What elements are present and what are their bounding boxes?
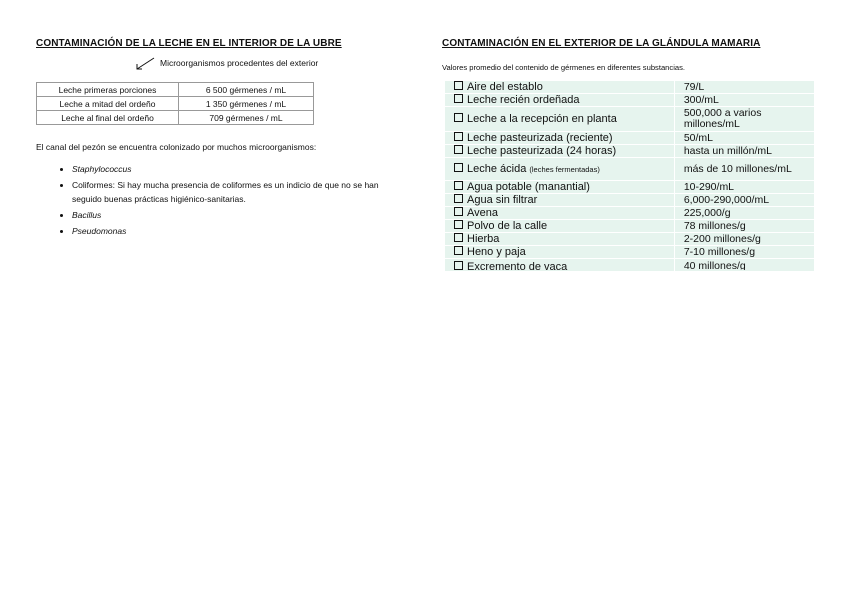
arrow-icon bbox=[134, 55, 158, 73]
germ-value: 78 millones/g bbox=[674, 220, 814, 233]
germ-value: 7-10 millones/g bbox=[674, 246, 814, 259]
table-row bbox=[445, 194, 814, 207]
gland-exterior-section bbox=[442, 38, 814, 272]
table-cell: 6 500 gérmenes / mL bbox=[179, 83, 314, 97]
section-subtitle: Valores promedio del contenido de gérmenes en diferentes substancias. bbox=[442, 63, 686, 72]
table-cell: Leche a mitad del ordeño bbox=[37, 97, 179, 111]
substance-name: Polvo de la calle bbox=[467, 220, 548, 232]
substance-note: (leches fermentadas) bbox=[529, 165, 600, 174]
checkbox-icon bbox=[454, 220, 463, 229]
checkbox-icon bbox=[454, 194, 463, 203]
substance-name: Leche a la recepción en planta bbox=[467, 113, 617, 125]
germ-value: 79/L bbox=[674, 81, 814, 94]
germ-value: 300/mL bbox=[674, 94, 814, 107]
germ-value: 2-200 millones/g bbox=[674, 233, 814, 246]
substance-name: Leche pasteurizada (24 horas) bbox=[467, 145, 617, 157]
substance-germ-table bbox=[445, 81, 814, 272]
table-row bbox=[445, 132, 814, 145]
table-row bbox=[445, 94, 814, 107]
table-row bbox=[445, 81, 814, 94]
table-cell: Leche al final del ordeño bbox=[37, 111, 179, 125]
table-row bbox=[37, 111, 314, 125]
udder-interior-section bbox=[36, 38, 408, 240]
substance-name: Hierba bbox=[467, 233, 500, 245]
list-item: • Staphylococcus bbox=[72, 162, 408, 176]
germ-value: hasta un millón/mL bbox=[674, 145, 814, 158]
germ-value: 225,000/g bbox=[674, 207, 814, 220]
list-item: • Coliformes: Si hay mucha presencia de coliformes es un indicio de que no se han seguido buenas prácticas higiénico-sanitarias. bbox=[72, 178, 408, 206]
germ-value: 10-290/mL bbox=[674, 181, 814, 194]
substance-name: Aire del establo bbox=[467, 81, 543, 93]
germ-count-table bbox=[36, 82, 314, 125]
table-row bbox=[37, 97, 314, 111]
table-cell: Leche primeras porciones bbox=[37, 83, 179, 97]
germ-value: 50/mL bbox=[674, 132, 814, 145]
table-row bbox=[37, 83, 314, 97]
table-row bbox=[445, 233, 814, 246]
section-heading: CONTAMINACIÓN DE LA LECHE EN EL INTERIOR DE LA UBRE bbox=[36, 38, 342, 49]
table-row bbox=[445, 145, 814, 158]
checkbox-icon bbox=[454, 113, 463, 122]
table-row bbox=[445, 220, 814, 233]
table-cell: 1 350 gérmenes / mL bbox=[179, 97, 314, 111]
checkbox-icon bbox=[454, 207, 463, 216]
table-row bbox=[445, 158, 814, 181]
substance-name: Leche pasteurizada (reciente) bbox=[467, 132, 613, 144]
table-row bbox=[445, 207, 814, 220]
substance-name: Heno y paja bbox=[467, 246, 526, 258]
checkbox-icon bbox=[454, 181, 463, 190]
germ-value: 40 millones/g bbox=[683, 260, 746, 270]
checkbox-icon bbox=[454, 246, 463, 255]
substance-name: Leche ácida bbox=[467, 163, 527, 175]
checkbox-icon bbox=[454, 81, 463, 90]
exterior-label: Microorganismos procedentes del exterior bbox=[160, 58, 319, 68]
exterior-annotation bbox=[36, 55, 408, 77]
table-row bbox=[445, 246, 814, 259]
substance-name: Excremento de vaca bbox=[467, 260, 568, 270]
germ-value: 6,000-290,000/mL bbox=[674, 194, 814, 207]
checkbox-icon bbox=[454, 233, 463, 242]
list-item: • Bacillus bbox=[72, 208, 408, 222]
substance-name: Avena bbox=[467, 207, 498, 219]
checkbox-icon bbox=[454, 163, 463, 172]
checkbox-icon bbox=[454, 261, 463, 270]
checkbox-icon bbox=[454, 94, 463, 103]
table-row bbox=[445, 181, 814, 194]
germ-value: 500,000 a varios millones/mL bbox=[674, 107, 814, 132]
microorganism-list bbox=[36, 162, 408, 238]
checkbox-icon bbox=[454, 132, 463, 141]
table-cell: 709 gérmenes / mL bbox=[179, 111, 314, 125]
section-heading: CONTAMINACIÓN EN EL EXTERIOR DE LA GLÁNDULA MAMARIA bbox=[442, 38, 761, 49]
canal-paragraph: El canal del pezón se encuentra colonizado por muchos microorganismos: bbox=[36, 142, 317, 152]
substance-name: Agua sin filtrar bbox=[467, 194, 538, 206]
table-row bbox=[445, 107, 814, 132]
germ-value: más de 10 millones/mL bbox=[674, 158, 814, 181]
substance-name: Agua potable (manantial) bbox=[467, 181, 590, 193]
table-row bbox=[445, 259, 814, 272]
checkbox-icon bbox=[454, 145, 463, 154]
substance-name: Leche recién ordeñada bbox=[467, 94, 580, 106]
list-item: • Pseudomonas bbox=[72, 224, 408, 238]
